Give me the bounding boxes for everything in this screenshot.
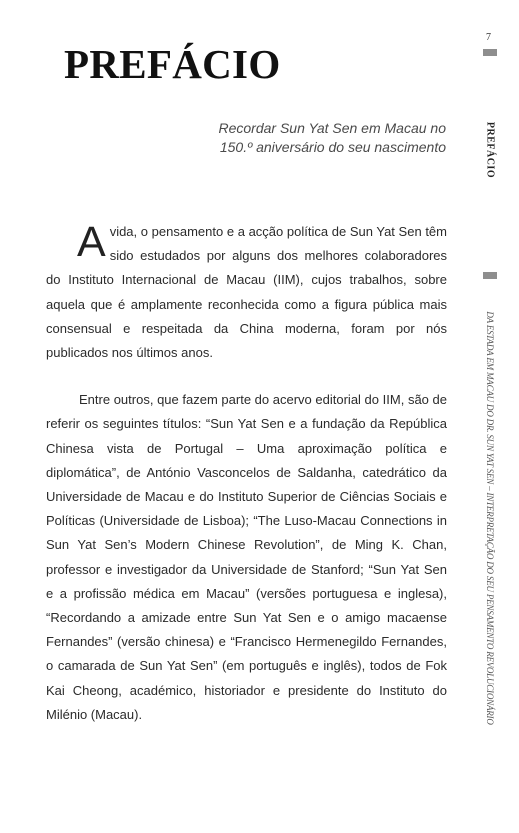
drop-cap: A (77, 218, 106, 266)
page-number: 7 (486, 32, 491, 43)
subtitle (186, 119, 446, 157)
paragraph-1 (46, 220, 447, 365)
body-text (46, 220, 447, 727)
paragraph-1-text: vida, o pensamento e a acção política de Sun Yat Sen têm sido estudados por alguns dos melhores colaboradores do Instituto Internacional de Macau (IIM), cujos trabalhos, sobre aquela que é amplamente reconhecida como a figura pública mais consensual e respeitada da China moderna, foram por nós publicados nos últimos anos. (46, 224, 447, 361)
page-marker-bar (483, 49, 497, 56)
page-title: PREFÁCIO (64, 41, 281, 87)
running-title-marker-bar (483, 272, 497, 279)
paragraph-2: Entre outros, que fazem parte do acervo editorial do IIM, são de referir os seguintes títulos: “Sun Yat Sen e a fundação da República Chinesa vista de Portugal – Uma aproximação política e diplomática”, de António Vasconcelos de Saldanha, catedrático da Universidade de Macau e do Instituto Superior de Ciências Sociais e Políticas (Universidade de Lisboa); “The Luso-Macau Connections in Sun Yat Sen’s Modern Chinese Revolution”, de Ming K. Chan, professor e investigador da Universidade de Stanford; “Sun Yat Sen e a profissão médica em Macau” (versões portuguesa e inglesa), “Recordando a amizade entre Sun Yat Sen e o amigo macaense Fernandes” (versão chinesa) e “Francisco Hermenegildo Fernandes, o camarada de Sun Yat Sen” (em português e inglês), todos de Fok Kai Cheong, académico, historiador e presidente do Instituto do Milénio (Macau). (46, 392, 447, 722)
subtitle-line-2: 150.º aniversário do seu nascimento (219, 139, 446, 155)
subtitle-line-1: Recordar Sun Yat Sen em Macau no (218, 120, 446, 136)
running-title: DA ESTADA EM MACAU DO DR. SUN YAT SEN – INTERPRETAÇÃO DO SEU PENSAMENTO REVOLUCIONÁRIO (485, 311, 495, 725)
section-label: PREFÁCIO (484, 121, 496, 179)
